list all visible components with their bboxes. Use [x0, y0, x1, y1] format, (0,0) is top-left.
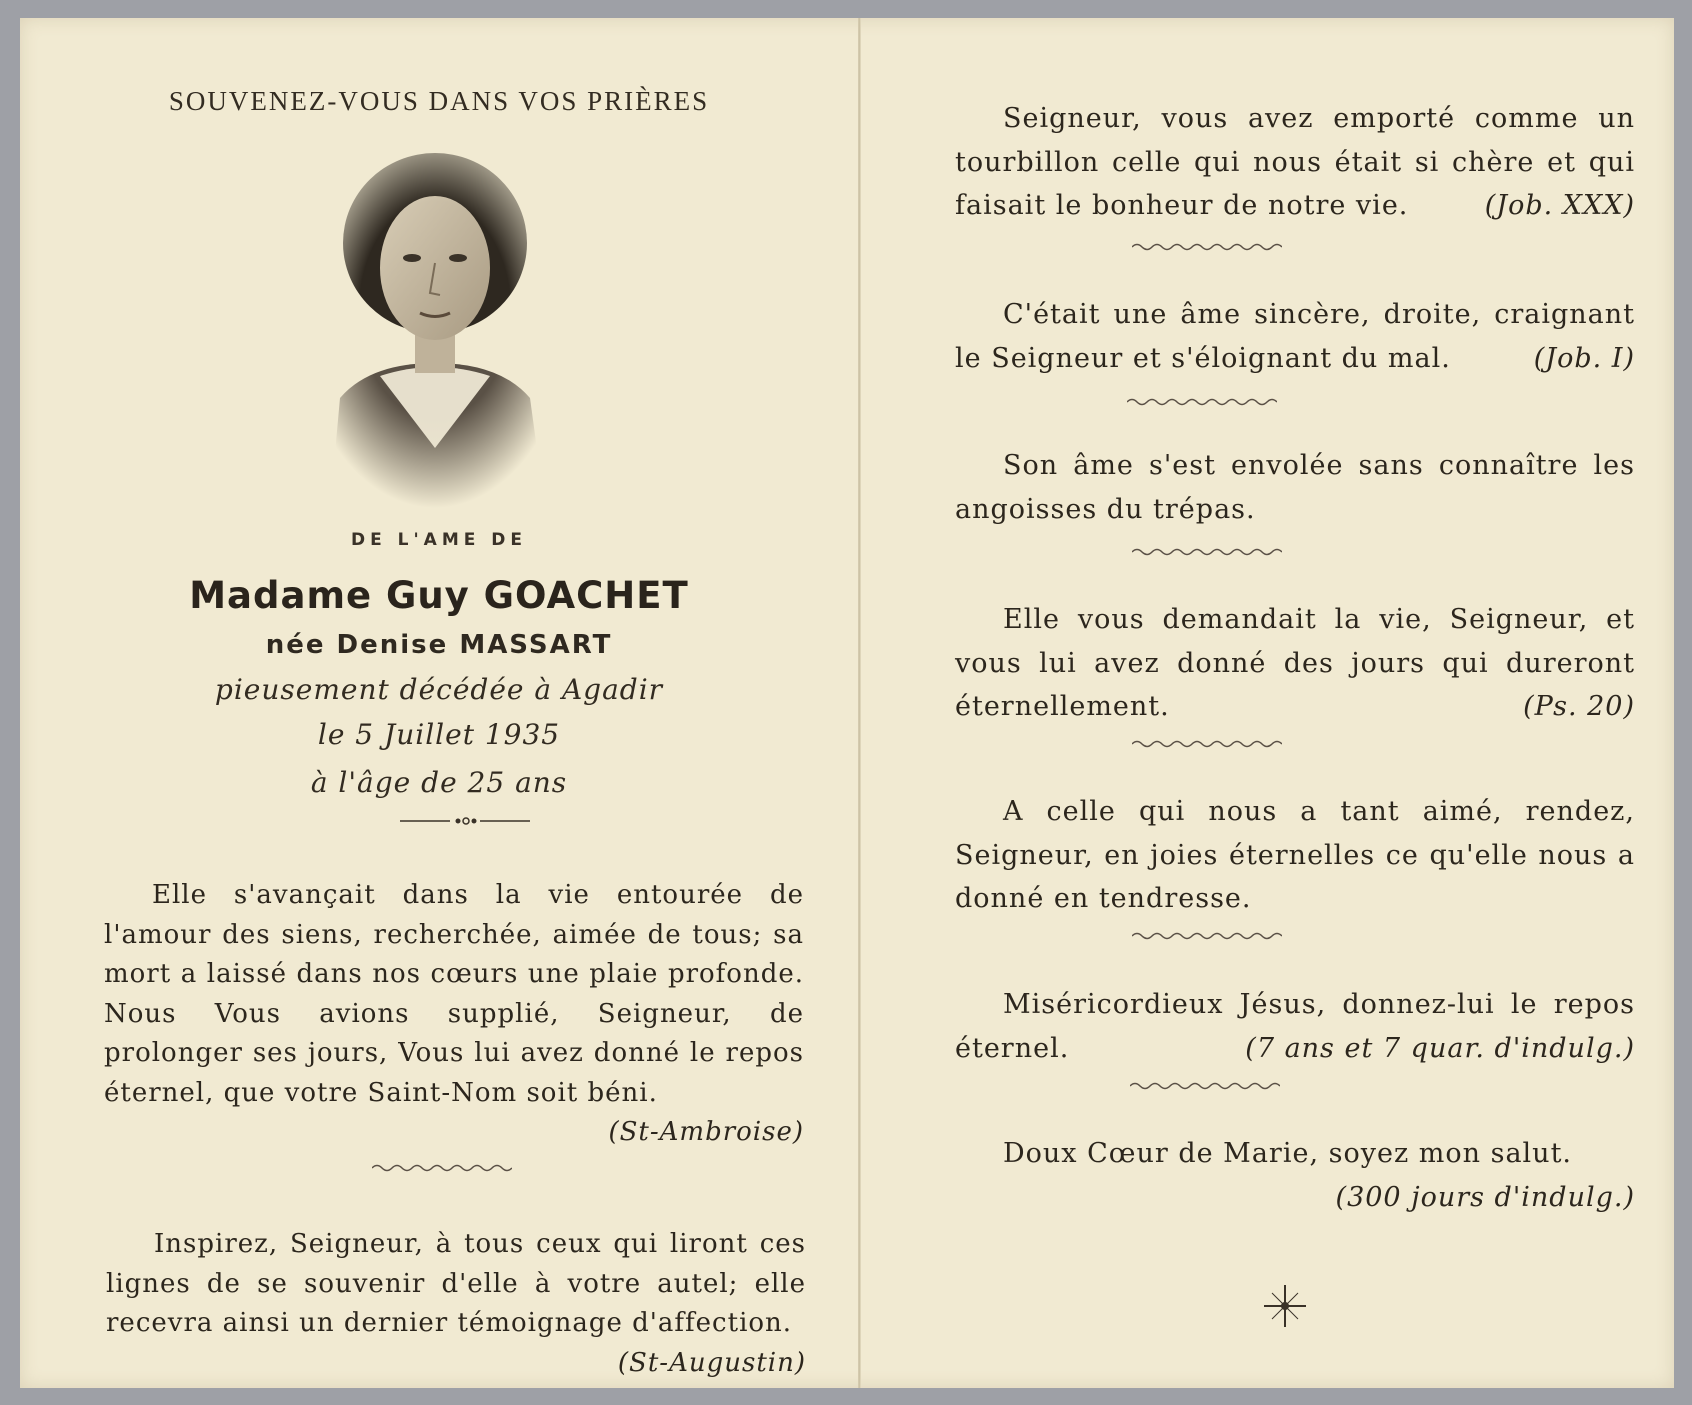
wave-divider — [1132, 546, 1282, 558]
small-ornament — [400, 814, 530, 828]
age-at-death: à l'âge de 25 ans — [310, 766, 568, 799]
citation: (7 ans et 7 quar. d'indulg.) — [1245, 1032, 1635, 1064]
death-date: le 5 Juillet 1935 — [317, 718, 561, 751]
paragraph-augustin: Inspirez, Seigneur, à tous ceux qui liront ces lignes de se souvenir d'elle à votre autel; elle recevra ainsi un dernier témoignage d'affection. (St-Augustin) — [106, 1225, 806, 1383]
verse-6: Miséricordieux Jésus, donnez-lui le repos éternel. (7 ans et 7 quar. d'indulg.) — [955, 983, 1635, 1070]
citation: (Job. I) — [1533, 342, 1635, 374]
soul-of-label: DE L'AME DE — [350, 530, 527, 550]
left-panel — [20, 18, 858, 1388]
verse-4: Elle vous demandait la vie, Seigneur, et vous lui avez donné des jours qui dureront éternellement. (Ps. 20) — [955, 598, 1635, 729]
citation: (Job. XXX) — [1484, 190, 1635, 221]
wave-divider — [1132, 738, 1282, 750]
verse-5: A celle qui nous a tant aimé, rendez, Seigneur, en joies éternelles ce qu'elle nous a donné en tendresse. — [955, 796, 1635, 914]
death-place: pieusement décédée à Agadir — [214, 673, 664, 706]
maiden-name: née Denise MASSART — [265, 630, 613, 660]
wave-divider — [1130, 1080, 1280, 1092]
verse-2: C'était une âme sincère, droite, craignant le Seigneur et s'éloignant du mal. (Job. I) — [955, 293, 1635, 380]
card-header: SOUVENEZ-VOUS DANS VOS PRIÈRES — [168, 86, 710, 116]
portrait-photo — [310, 148, 560, 508]
wave-divider — [1132, 241, 1282, 253]
verse-1: Seigneur, vous avez emporté comme un tourbillon celle qui nous était si chère et qui faisait le bonheur de notre vie. (Job. XXX) — [955, 97, 1635, 228]
paragraph-ambroise: Elle s'avançait dans la vie entourée de l'amour des siens, recherchée, aimée de tous; sa mort a laissé dans nos cœurs une plaie profonde. Nous Vous avions supplié, Seigneur, de prolonger ses jours, Vous lui avez donné le repos éternel, que votre Saint-Nom soit béni. (St-Ambroise) — [104, 876, 804, 1153]
sunburst-cross-icon — [1262, 1283, 1308, 1329]
citation: (300 jours d'indulg.) — [1335, 1181, 1635, 1213]
citation: (St-Augustin) — [617, 1347, 806, 1378]
citation: (Ps. 20) — [1523, 691, 1635, 722]
memorial-card — [20, 18, 1674, 1388]
citation: (St-Ambroise) — [608, 1117, 804, 1147]
wave-divider — [1132, 930, 1282, 942]
verse-7: Doux Cœur de Marie, soyez mon salut. (300 jours d'indulg.) — [955, 1132, 1635, 1219]
deceased-name: Madame Guy GOACHET — [189, 574, 689, 617]
wave-divider — [1127, 396, 1277, 408]
right-panel — [862, 18, 1674, 1388]
verse-3: Son âme s'est envolée sans connaître les angoisses du trépas. — [955, 450, 1635, 525]
wave-divider — [372, 1162, 512, 1174]
card-fold — [858, 18, 861, 1388]
